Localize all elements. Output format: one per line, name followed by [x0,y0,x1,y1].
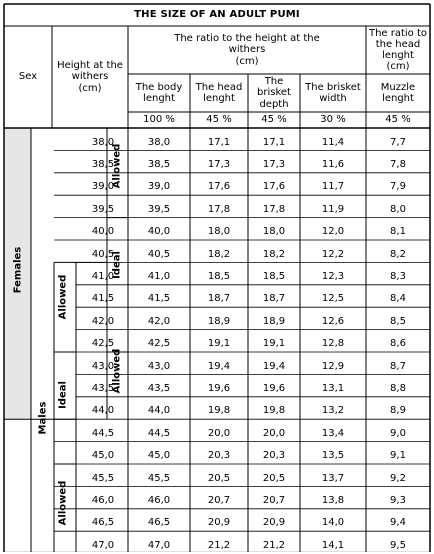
head-length-cell: 19,4 [207,360,231,372]
muzzle-length-cell: 8,6 [390,338,406,350]
brisket-width-cell: 12,0 [321,226,345,238]
muzzle-length-cell: 8,2 [390,248,406,260]
brisket-depth-cell: 18,0 [262,226,286,238]
muzzle-length-cell: 8,8 [390,382,406,394]
header-ratio-to-height: The ratio to the height at the withers (cm) [174,33,320,67]
brisket-depth-cell: 20,3 [262,450,286,462]
body-length-cell: 42,0 [147,315,171,327]
height-cell: 39,5 [91,203,115,215]
brisket-depth-cell: 17,8 [262,203,286,215]
brisket-depth-cell: 17,1 [262,136,286,148]
brisket-depth-cell: 19,4 [262,360,286,372]
body-length-cell: 39,0 [147,181,171,193]
label-males-ideal: Ideal [57,381,69,409]
head-length-cell: 18,2 [207,248,231,260]
muzzle-length-cell: 7,7 [390,136,406,148]
header-brisket-width: The brisket width [305,81,361,104]
brisket-depth-cell: 20,5 [262,472,286,484]
header-brisket-depth: The brisket depth [257,76,291,110]
brisket-width-cell: 11,6 [321,158,345,170]
muzzle-length-cell: 9,0 [390,427,406,439]
brisket-depth-cell: 18,9 [262,315,286,327]
muzzle-length-cell: 7,8 [390,158,406,170]
percent-brisket-width: 30 % [320,114,346,126]
head-length-cell: 18,7 [207,293,231,305]
body-length-cell: 43,5 [147,382,171,394]
head-length-cell: 17,8 [207,203,231,215]
body-length-cell: 40,5 [147,248,171,260]
height-cell: 46,0 [91,494,115,506]
label-females-allowed-upper: Allowed [111,348,123,394]
head-length-cell: 20,3 [207,450,231,462]
brisket-width-cell: 13,4 [321,427,345,439]
brisket-width-cell: 12,8 [321,338,345,350]
body-length-cell: 38,0 [147,136,171,148]
brisket-depth-cell: 17,6 [262,181,286,193]
body-length-cell: 44,0 [147,405,171,417]
brisket-width-cell: 13,1 [321,382,345,394]
label-males: Males [37,401,49,435]
percent-body-length: 100 % [143,114,175,126]
percent-brisket-depth: 45 % [261,114,287,126]
muzzle-length-cell: 7,9 [390,181,406,193]
muzzle-length-cell: 8,9 [390,405,406,417]
height-cell: 39,0 [91,181,115,193]
head-length-cell: 18,0 [207,226,231,238]
height-cell: 44,5 [91,427,115,439]
head-length-cell: 18,5 [207,270,231,282]
header-body-length: The body lenght [135,81,183,104]
brisket-width-cell: 11,9 [321,203,345,215]
muzzle-length-cell: 8,1 [390,226,406,238]
head-length-cell: 18,9 [207,315,231,327]
body-length-cell: 45,5 [147,472,171,484]
height-cell: 46,5 [91,517,115,529]
header-height-at-withers: Height at the withers (cm) [57,60,123,94]
head-length-cell: 20,9 [207,517,231,529]
muzzle-length-cell: 9,4 [390,517,406,529]
height-cell: 42,0 [91,315,115,327]
head-length-cell: 17,6 [207,181,231,193]
body-length-cell: 47,0 [147,539,171,551]
body-length-cell: 41,5 [147,293,171,305]
label-females-ideal: Ideal [111,251,123,279]
brisket-width-cell: 12,5 [321,293,345,305]
height-cell: 44,0 [91,405,115,417]
head-length-cell: 17,1 [207,136,231,148]
muzzle-length-cell: 9,3 [390,494,406,506]
height-cell: 41,5 [91,293,115,305]
brisket-depth-cell: 18,2 [262,248,286,260]
head-length-cell: 20,7 [207,494,231,506]
head-length-cell: 20,5 [207,472,231,484]
muzzle-length-cell: 9,1 [390,450,406,462]
height-cell: 45,5 [91,472,115,484]
height-cell: 38,0 [91,136,115,148]
head-length-cell: 20,0 [207,427,231,439]
head-length-cell: 19,6 [207,382,231,394]
muzzle-length-cell: 8,0 [390,203,406,215]
height-cell: 43,0 [91,360,115,372]
muzzle-length-cell: 8,5 [390,315,406,327]
head-length-cell: 21,2 [207,539,231,551]
muzzle-length-cell: 9,2 [390,472,406,484]
brisket-width-cell: 11,4 [321,136,345,148]
muzzle-length-cell: 9,5 [390,539,406,551]
brisket-depth-cell: 19,6 [262,382,286,394]
height-cell: 42,5 [91,338,115,350]
body-length-cell: 40,0 [147,226,171,238]
table-title: THE SIZE OF AN ADULT PUMI [134,9,300,21]
muzzle-length-cell: 8,4 [390,293,406,305]
body-length-cell: 42,5 [147,338,171,350]
percent-head-length: 45 % [206,114,232,126]
brisket-width-cell: 13,2 [321,405,345,417]
body-length-cell: 39,5 [147,203,171,215]
brisket-width-cell: 13,8 [321,494,345,506]
brisket-depth-cell: 18,7 [262,293,286,305]
brisket-depth-cell: 19,1 [262,338,286,350]
height-cell: 45,0 [91,450,115,462]
header-head-length: The head lenght [195,81,243,104]
brisket-depth-cell: 18,5 [262,270,286,282]
body-length-cell: 41,0 [147,270,171,282]
head-length-cell: 17,3 [207,158,231,170]
brisket-width-cell: 12,6 [321,315,345,327]
brisket-depth-cell: 20,0 [262,427,286,439]
body-length-cell: 43,0 [147,360,171,372]
brisket-width-cell: 13,5 [321,450,345,462]
brisket-depth-cell: 20,9 [262,517,286,529]
brisket-depth-cell: 21,2 [262,539,286,551]
body-length-cell: 46,5 [147,517,171,529]
body-length-cell: 38,5 [147,158,171,170]
muzzle-length-cell: 8,3 [390,270,406,282]
label-males-allowed-upper: Allowed [57,480,69,526]
label-males-allowed-lower: Allowed [57,274,69,320]
head-length-cell: 19,1 [207,338,231,350]
percent-muzzle-length: 45 % [385,114,411,126]
body-length-cell: 46,0 [147,494,171,506]
brisket-width-cell: 12,2 [321,248,345,260]
brisket-width-cell: 12,3 [321,270,345,282]
height-cell: 41,0 [91,270,115,282]
head-length-cell: 19,8 [207,405,231,417]
height-cell: 47,0 [91,539,115,551]
height-cell: 40,0 [91,226,115,238]
header-ratio-to-head: The ratio to the head lenght (cm) [368,27,428,73]
height-cell: 40,5 [91,248,115,260]
header-muzzle-length: Muzzle lenght [380,81,416,104]
muzzle-length-cell: 8,7 [390,360,406,372]
brisket-width-cell: 14,1 [321,539,345,551]
brisket-width-cell: 12,9 [321,360,345,372]
label-females: Females [12,246,24,294]
brisket-width-cell: 11,7 [321,181,345,193]
body-length-cell: 44,5 [147,427,171,439]
brisket-depth-cell: 20,7 [262,494,286,506]
brisket-depth-cell: 19,8 [262,405,286,417]
brisket-width-cell: 13,7 [321,472,345,484]
body-length-cell: 45,0 [147,450,171,462]
height-cell: 43,5 [91,382,115,394]
label-females-allowed: Allowed [111,143,123,189]
header-sex: Sex [18,71,38,83]
brisket-width-cell: 14,0 [321,517,345,529]
height-cell: 38,5 [91,158,115,170]
brisket-depth-cell: 17,3 [262,158,286,170]
